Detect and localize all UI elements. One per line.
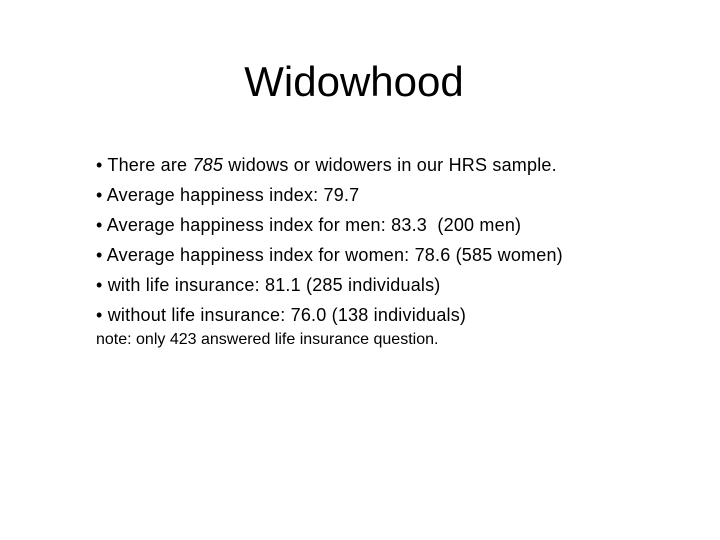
bullet-marker: • xyxy=(96,215,103,235)
bullet-text-before: There are xyxy=(107,155,193,175)
bullet-list xyxy=(96,150,563,330)
bullet-text: Average happiness index for women: 78.6 (585 women) xyxy=(106,245,563,265)
bullet-item-happiness-women xyxy=(96,240,563,270)
footnote: note: only 423 answered life insurance question. xyxy=(96,331,439,348)
bullet-item-without-insurance xyxy=(96,300,563,330)
bullet-text: with life insurance: 81.1 (285 individuals) xyxy=(107,275,441,295)
bullet-text: Average happiness index for men: 83.3 (200 men) xyxy=(106,215,522,235)
bullet-marker: • xyxy=(96,305,103,325)
bullet-marker: • xyxy=(96,245,103,265)
bullet-marker: • xyxy=(96,275,103,295)
bullet-text: Average happiness index: 79.7 xyxy=(106,185,360,205)
bullet-item-average-happiness xyxy=(96,180,563,210)
bullet-item-sample-size xyxy=(96,150,563,180)
bullet-text: without life insurance: 76.0 (138 individuals) xyxy=(107,305,467,325)
emphasized-count: 785 xyxy=(192,155,224,175)
bullet-item-with-insurance xyxy=(96,270,563,300)
bullet-text-after: widows or widowers in our HRS sample. xyxy=(223,155,557,175)
slide-title: Widowhood xyxy=(244,58,464,105)
bullet-marker: • xyxy=(96,185,103,205)
bullet-marker: • xyxy=(96,155,103,175)
bullet-item-happiness-men xyxy=(96,210,563,240)
